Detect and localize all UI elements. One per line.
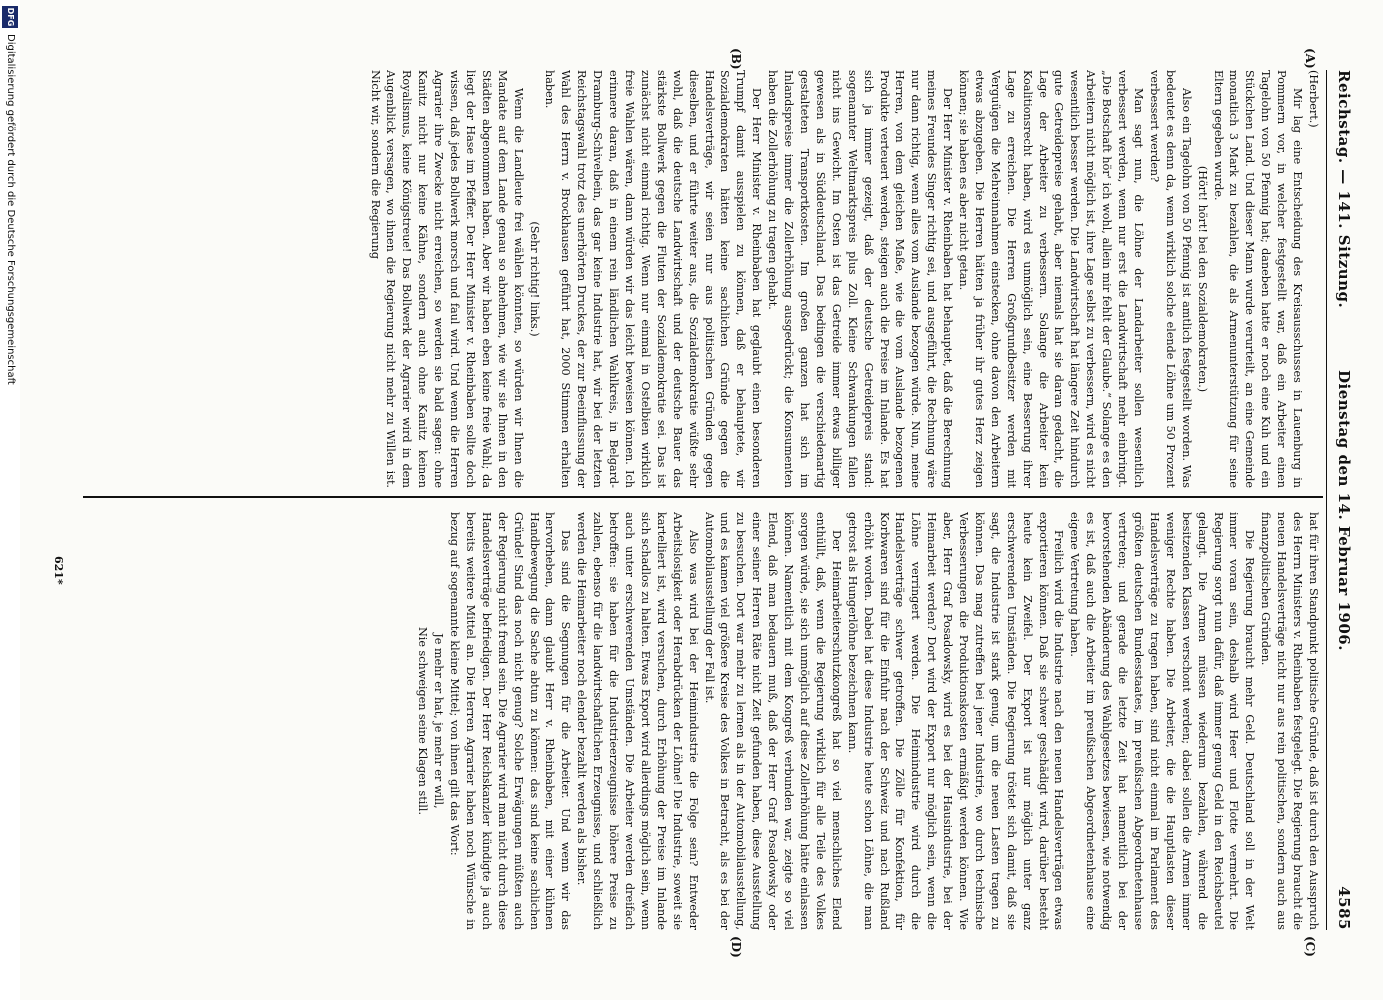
paragraph: Also was wird bei der Heimindustrie die Folge sein? Entweder Arbeitslosigkeit oder Herabdrücken der Löhne! Die Industrie, soweit sie kartelliert ist, wird versuchen, durch Erhöhung der Preise im Inlande sich schadlos zu halten. Etwas Export wird allerdings möglich sein, wenn auch unter erschwerenden Umständen. Die Arbeiter werden dreifach betroffen: sie haben für die Industrieerzeugnisse höhere Preise zu zahlen, ebenso für die landwirtschaftlichen Erzeugnisse, und schließlich werden die Heimarbeiter noch elender bezahlt werden als bisher.	[575, 512, 700, 930]
paragraph: (Sehr richtig! links.)	[527, 221, 541, 337]
left-column	[86, 70, 1321, 488]
right-column	[86, 512, 1321, 930]
header-rule	[1326, 70, 1327, 930]
paragraph: Also ein Tagelohn von 50 Pfennig ist amtlich festgestellt worden. Was bedeutet es denn da, wenn wirklich solche elende Löhne um 50 Prozent verbessert werden?	[1147, 70, 1193, 488]
margin-mark-a: (A)	[1303, 48, 1317, 69]
paragraph: Der Heimarbeiterschutzkongreß hat so viel menschliches Elend enthüllt, daß, wenn die Regierung wirklich für alle Teile des Volkes sorgen würde, sie sich unmöglich auf diese Zollerhöhung hätte einlassen können. Namentlich mit dem Kongreß verbunden war, zeigte so viel Elend, daß man bedauern muß, daß der Herr Graf Posadowsky oder einer seiner Herren Räte nicht Zeit gefunden haben, diese Ausstellung zu besuchen. Dort war mehr zu lernen als in der Automobilausstellung, und es kamen viel größere Kreise des Volkes in Betracht, als es bei der Automobilausstellung der Fall ist.	[702, 512, 843, 930]
paragraph: Je mehr er hat, je mehr er will,	[432, 633, 446, 809]
margin-mark-b: (B)	[729, 48, 743, 70]
paragraph: (Herbert.)	[1307, 70, 1320, 128]
paragraph: Nie schweigen seine Klagen still.	[416, 626, 430, 816]
margin-mark-c: (C)	[1303, 936, 1317, 957]
page-header	[1327, 70, 1353, 930]
paragraph: hat für ihren Standpunkt politische Gründe, daß ist durch den Ausspruch des Herrn Ministers v. Rheinbaben festgelegt. Die Regierung braucht die neuen Handelsverträge nicht nur aus rein politischen, sondern auch aus finanzpolitischen Gründen.	[1259, 512, 1320, 930]
header-page-number: 4585	[1335, 886, 1353, 930]
digitization-text: Digitalisierung gefördert durch die Deutsche Forschungsgemeinschaft	[5, 34, 16, 385]
paragraph: Mir lag eine Entscheidung des Kreisausschusses in Lauenburg in Pommern vor, in welcher festgestellt war, daß ein Arbeiter einen Tagelohn von 50 Pfennig hat; daneben hatte er noch eine Kuh und ein Stückchen Land. Und dieser Mann wurde verurteilt, an eine Gemeinde monatlich 3 Mark zu bezahlen, die als Armenunterstützung für seine Eltern gegeben wurde.	[1211, 70, 1305, 488]
header-date: Dienstag den 14. Februar 1906.	[1335, 370, 1353, 651]
margin-mark-d: (D)	[729, 936, 743, 958]
paragraph: (Hört! hört! bei den Sozialdemokraten.)	[1195, 165, 1209, 393]
paragraph: Der Herr Minister v. Rheinbaben hat geglaubt einen besonderen Trumpf damit ausspielen zu können, daß er behauptete, wir Sozialdemokraten hätten keine sachlichen Gründe gegen die Handelsverträge, wir seien nur aus politischen Gründen gegen dieselben, und er führte weiter aus, die Sozialdemokratie wüßte sehr wohl, daß die deutsche Landwirtschaft und der deutsche Bauer das stärkste Bollwerk gegen die Fluten der Sozialdemokratie sei. Das ist zunächst nicht einmal richtig. Wenn nur einmal in Ostelbien wirklich freie Wahlen wären, dann würden wir das leicht beweisen können. Ich erinnere daran, daß in einem rein ländlichen Wahlkreis, in Belgard-Dramburg-Schivelbein, das gar keine Industrie hat, wir bei der letzten Reichstagswahl trotz des unerhörten Druckes, der zur Beeinflussung der Wahl des Herrn v. Brockhausen geführt hat, 2000 Stimmen erhalten haben.	[543, 70, 764, 488]
paragraph: Das sind die Segnungen für die Arbeiter. Und wenn wir das hervorheben, dann glaubt Herr v. Rheinbaben, mit einer kühnen Handbewegung die Sache abtun zu können: das sind keine sachlichen Gründe! Sind das noch nicht genug? Solche Erwägungen müßten auch der Regierung nicht fremd sein. Die Agrarier wird man nicht durch diese Handelsverträge befriedigen. Der Herr Reichskanzler kündigte ja auch bereits weitere Mittel an. Die Herren Agrarier haben noch Wünsche in bezug auf sogenannte kleine Mittel; von ihnen gilt das Wort:	[448, 512, 573, 930]
paragraph: Freilich wird die Industrie nach den neuen Handelsverträgen etwas exportieren können. Daß sie schwer geschädigt wird, darüber besteht heute kein Zweifel. Der Export ist nur möglich unter ganz erschwerenden Umständen. Die Regierung tröstet sich damit, daß sie sagt, die Industrie ist stark genug, um die neuen Lasten tragen zu können. Das mag zutreffen bei jener Industrie, wo durch technische Verbesserungen die Produktionskosten ermäßigt werden können. Wie aber, Herr Graf Posadowsky, wird es bei der Hausindustrie, bei der Heimarbeit werden? Dort wird der Export nur möglich sein, wenn die Löhne verringert werden. Die Heimindustrie wird durch die Handelsverträge schwer getroffen. Die Zölle für Konfektion, für Korbwaren sind für die Einfuhr nach der Schweiz und nach Rußland erhöht worden. Dabei hat diese Industrie heute schon Löhne, die man getrost als Hungerlöhne bezeichnen kann.	[845, 512, 1066, 930]
digitization-note	[0, 0, 20, 1000]
column-divider	[83, 496, 1323, 498]
paragraph: Wenn die Landleute frei wählen könnten, so würden wir Ihnen die Mandate auf dem Lande genau so abnehmen, wie wir sie Ihnen in den Städten abgenommen haben. Aber wir haben eben keine freie Wahl; da liegt der Hase im Pfeffer. Der Herr Minister v. Rheinbaben sollte doch wissen, daß jedes Bollwerk morsch und faul wird. Und wenn die Herren Agrarier ihre Zwecke nicht erreichen, so werden sie bald sagen: ohne Kanitz nicht nur keine Kähne, sondern auch ohne Kanitz keinen Royalismus, keine Königstreue! Das Bollwerk der Agrarier wird in dem Augenblick versagen, wo ihnen die Regierung nicht mehr zu Willen ist. Nicht wir, sondern die Regierung	[368, 70, 525, 488]
paragraph: Der Herr Minister v. Rheinbaben hat behauptet, daß die Berechnung meines Freundes Singer richtig sei, und ausgeführt, die Rechnung wäre nur dann richtig, wenn alles vom Auslande bezogen würde. Nun, meine Herren, von dem gleichen Maße, wie die vom Auslande bezogenen Produkte verteuert werden, steigen auch die Preise im Inlande. Es hat sich ja immer gezeigt, daß der deutsche Getreidepreis stand: sogenannter Weltmarktspreis plus Zoll. Kleine Schwankungen fallen nicht ins Gewicht. Im Osten ist das Getreide immer etwas billiger gewesen als in Süddeutschland. Das bedingen die verschiedenartig gestalteten Transportkosten. Im großen ganzen hat sich im Inlandspreise immer die Zollerhöhung ausgedrückt; die Konsumenten haben die Zollerhöhung zu tragen gehabt.	[766, 70, 955, 488]
paragraph: Man sagt nun, die Löhne der Landarbeiter sollen wesentlich verbessert werden, wenn nur erst die Landwirtschaft mehr einbringt. „Die Botschaft hör' ich wohl, allein mir fehlt der Glaube.“ Solange es den Arbeitern nicht möglich ist, ihre Lage selbst zu verbessern, wird es nicht wesentlich besser werden. Die Landwirtschaft hat längere Zeit hindurch gute Getreidepreise gehabt, aber niemals hat sie daran gedacht, die Lage der Arbeiter zu verbessern. Solange die Arbeiter kein Koalitionsrecht haben, wird es unmöglich sein, eine Besserung ihrer Lage zu erreichen. Die Herren Großgrundbesitzer werden mit Verguügen die Mehreinnahmen einstecken, ohne davon den Arbeitern etwas abzugeben. Die Herren hätten ja früher ihr gutes Herz zeigen können; sie haben es aber nicht getan.	[957, 70, 1146, 488]
paragraph: Die Regierung braucht mehr Geld. Deutschland soll in der Welt immer voran sein, deshalb wird Heer und Flotte vermehrt. Die Regierung sorgt nun dafür, daß immer genug Geld in den Reichsbeutel gelangt. Die Armen müssen wiederum bezahlen, während die besitzenden Klassen verschont werden; dabei sollen die Armen immer weniger Rechte haben. Die Arbeiter, die die Hauptlasten dieser Handelsverträge zu tragen haben, sind nicht einmal im Parlament des größten deutschen Bundesstaates, im preußischen Abgeordnetenhause vertreten; und gerade die letzte Zeit hat namentlich bei der bevorstehenden Abänderung des Wahlgesetzes bewiesen, wie notwendig es ist, daß auch die Arbeiter im preußischen Abgeordnetenhause eine eigene Vertretung haben.	[1068, 512, 1257, 930]
page-code: 621*	[52, 556, 65, 585]
header-session: Reichstag. — 141. Sitzung.	[1335, 70, 1353, 309]
dfg-logo-icon: DFG	[2, 6, 18, 28]
